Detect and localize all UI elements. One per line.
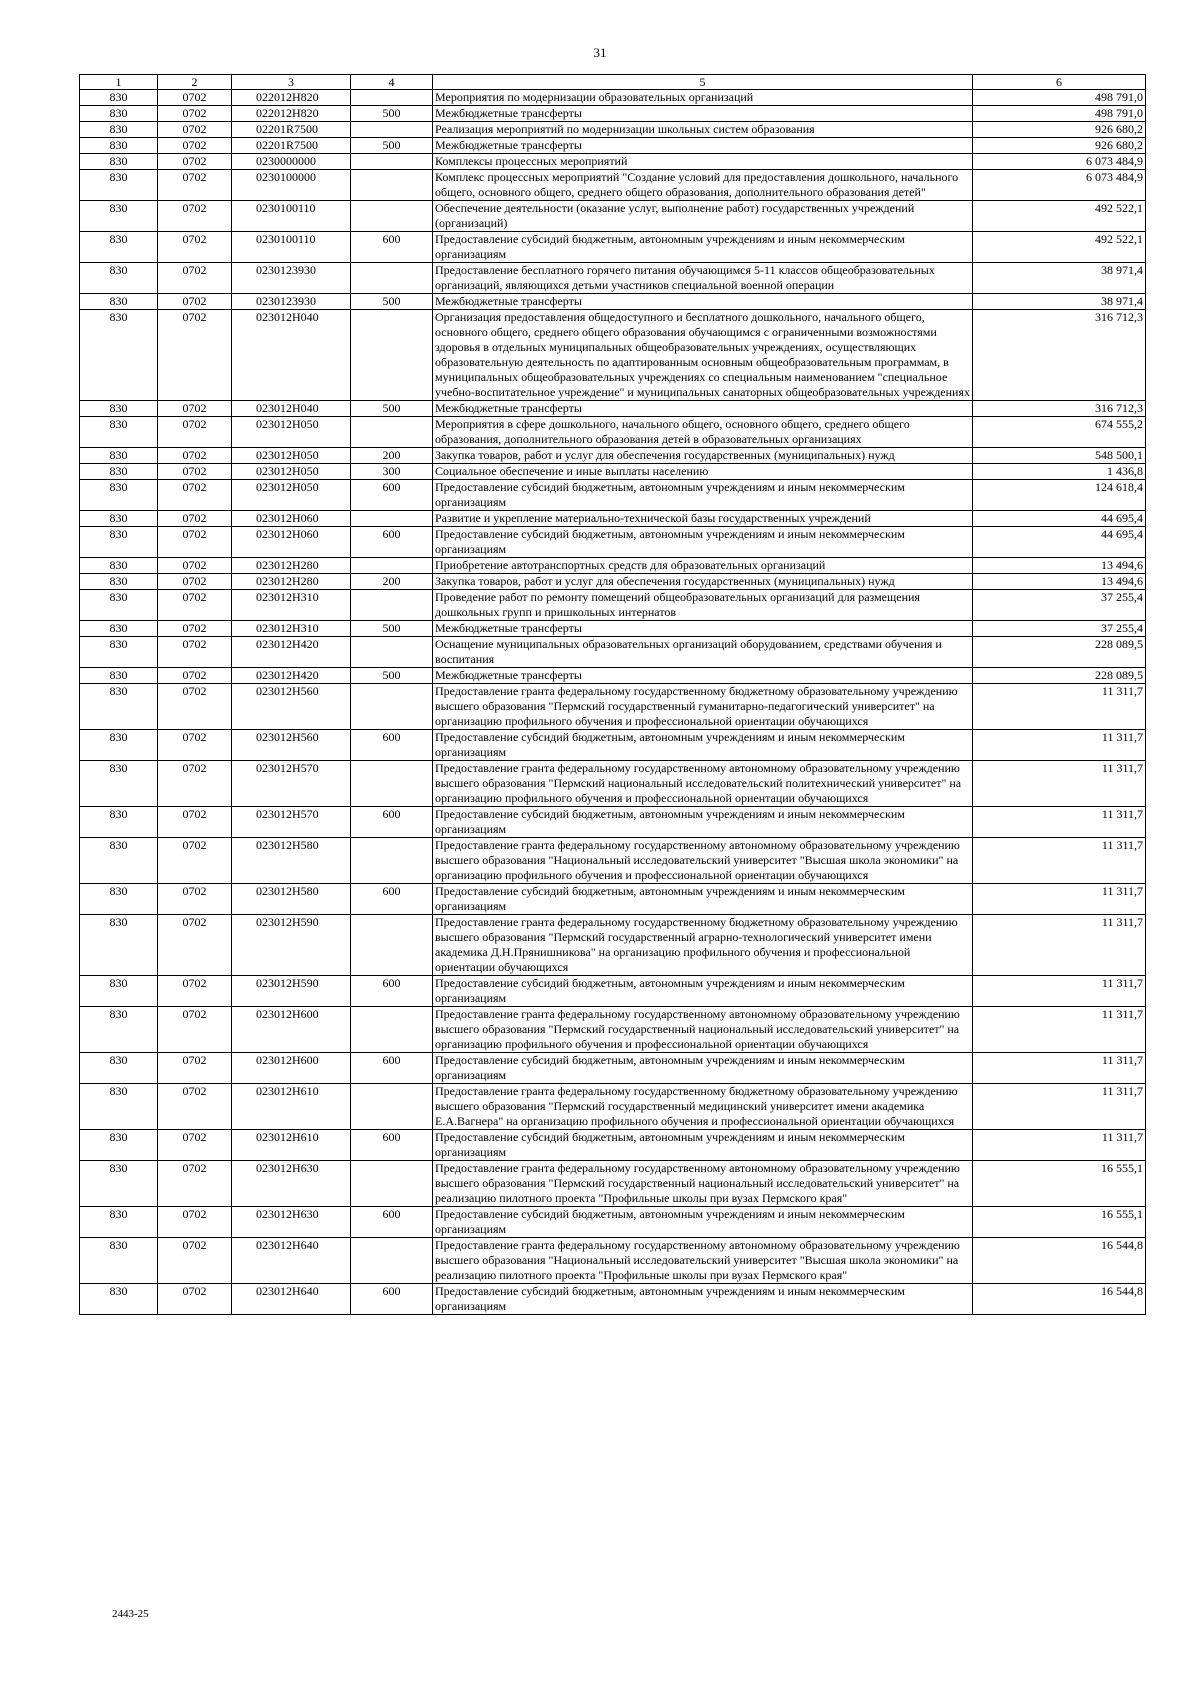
description-cell: Предоставление субсидий бюджетным, автономным учреждениям и иным некоммерческим организациям (433, 730, 973, 761)
section-code-cell: 0702 (158, 232, 232, 263)
amount-cell: 38 971,4 (973, 263, 1146, 294)
expense-type-cell: 600 (351, 1130, 433, 1161)
section-code-cell: 0702 (158, 621, 232, 637)
expense-type-cell (351, 637, 433, 668)
expense-type-cell: 200 (351, 448, 433, 464)
expense-type-cell (351, 90, 433, 106)
ministry-code-cell: 830 (80, 448, 158, 464)
ministry-code-cell: 830 (80, 590, 158, 621)
description-cell: Предоставление субсидий бюджетным, автономным учреждениям и иным некоммерческим организациям (433, 232, 973, 263)
section-code-cell: 0702 (158, 527, 232, 558)
target-article-cell: 023012Н580 (232, 838, 351, 884)
expense-type-cell (351, 170, 433, 201)
description-cell: Закупка товаров, работ и услуг для обеспечения государственных (муниципальных) нужд (433, 574, 973, 590)
section-code-cell: 0702 (158, 915, 232, 976)
section-code-cell: 0702 (158, 668, 232, 684)
table-row (80, 527, 1146, 558)
description-cell: Социальное обеспечение и иные выплаты населению (433, 464, 973, 480)
table-row (80, 1284, 1146, 1315)
ministry-code-cell: 830 (80, 417, 158, 448)
table-row (80, 621, 1146, 637)
ministry-code-cell: 830 (80, 310, 158, 401)
column-header-3: 3 (232, 75, 351, 90)
description-cell: Предоставление бесплатного горячего питания обучающимся 5-11 классов общеобразовательных организаций, являющихся детьми участников специальной военной операции (433, 263, 973, 294)
expense-type-cell: 500 (351, 668, 433, 684)
table-row (80, 90, 1146, 106)
target-article-cell: 0230100110 (232, 232, 351, 263)
target-article-cell: 023012Н050 (232, 480, 351, 511)
target-article-cell: 023012Н050 (232, 448, 351, 464)
description-cell: Приобретение автотранспортных средств для образовательных организаций (433, 558, 973, 574)
target-article-cell: 023012Н280 (232, 574, 351, 590)
expense-type-cell: 600 (351, 976, 433, 1007)
target-article-cell: 0230000000 (232, 154, 351, 170)
amount-cell: 11 311,7 (973, 884, 1146, 915)
ministry-code-cell: 830 (80, 884, 158, 915)
section-code-cell: 0702 (158, 263, 232, 294)
ministry-code-cell: 830 (80, 1007, 158, 1053)
amount-cell: 6 073 484,9 (973, 154, 1146, 170)
section-code-cell: 0702 (158, 1130, 232, 1161)
description-cell: Предоставление субсидий бюджетным, автономным учреждениям и иным некоммерческим организациям (433, 976, 973, 1007)
target-article-cell: 023012Н630 (232, 1207, 351, 1238)
expense-type-cell (351, 263, 433, 294)
table-row (80, 838, 1146, 884)
section-code-cell: 0702 (158, 154, 232, 170)
column-header-1: 1 (80, 75, 158, 90)
target-article-cell: 023012Н640 (232, 1238, 351, 1284)
expense-type-cell: 600 (351, 1207, 433, 1238)
expense-type-cell: 600 (351, 884, 433, 915)
amount-cell: 6 073 484,9 (973, 170, 1146, 201)
target-article-cell: 023012Н590 (232, 976, 351, 1007)
table-row (80, 106, 1146, 122)
ministry-code-cell: 830 (80, 668, 158, 684)
table-row (80, 574, 1146, 590)
target-article-cell: 0230123930 (232, 294, 351, 310)
target-article-cell: 023012Н040 (232, 401, 351, 417)
description-cell: Межбюджетные трансферты (433, 401, 973, 417)
section-code-cell: 0702 (158, 417, 232, 448)
table-row (80, 294, 1146, 310)
target-article-cell: 023012Н420 (232, 668, 351, 684)
target-article-cell: 0230100000 (232, 170, 351, 201)
expense-type-cell (351, 1007, 433, 1053)
description-cell: Комплексы процессных мероприятий (433, 154, 973, 170)
expense-type-cell: 600 (351, 480, 433, 511)
description-cell: Реализация мероприятий по модернизации школьных систем образования (433, 122, 973, 138)
description-cell: Обеспечение деятельности (оказание услуг, выполнение работ) государственных учреждений (организаций) (433, 201, 973, 232)
ministry-code-cell: 830 (80, 106, 158, 122)
target-article-cell: 023012Н640 (232, 1284, 351, 1315)
expense-type-cell (351, 511, 433, 527)
table-row (80, 1130, 1146, 1161)
ministry-code-cell: 830 (80, 480, 158, 511)
section-code-cell: 0702 (158, 1161, 232, 1207)
amount-cell: 13 494,6 (973, 558, 1146, 574)
table-row (80, 480, 1146, 511)
section-code-cell: 0702 (158, 976, 232, 1007)
description-cell: Развитие и укрепление материально-технической базы государственных учреждений (433, 511, 973, 527)
expense-type-cell: 600 (351, 527, 433, 558)
ministry-code-cell: 830 (80, 401, 158, 417)
table-row (80, 1007, 1146, 1053)
section-code-cell: 0702 (158, 90, 232, 106)
section-code-cell: 0702 (158, 464, 232, 480)
ministry-code-cell: 830 (80, 138, 158, 154)
ministry-code-cell: 830 (80, 1053, 158, 1084)
table-row (80, 170, 1146, 201)
description-cell: Предоставление субсидий бюджетным, автономным учреждениям и иным некоммерческим организациям (433, 1130, 973, 1161)
ministry-code-cell: 830 (80, 294, 158, 310)
section-code-cell: 0702 (158, 590, 232, 621)
amount-cell: 11 311,7 (973, 1007, 1146, 1053)
section-code-cell: 0702 (158, 807, 232, 838)
amount-cell: 492 522,1 (973, 201, 1146, 232)
table-row (80, 558, 1146, 574)
ministry-code-cell: 830 (80, 838, 158, 884)
section-code-cell: 0702 (158, 637, 232, 668)
section-code-cell: 0702 (158, 480, 232, 511)
table-row (80, 807, 1146, 838)
target-article-cell: 023012Н630 (232, 1161, 351, 1207)
expense-type-cell (351, 122, 433, 138)
target-article-cell: 023012Н050 (232, 417, 351, 448)
ministry-code-cell: 830 (80, 1084, 158, 1130)
amount-cell: 316 712,3 (973, 310, 1146, 401)
description-cell: Межбюджетные трансферты (433, 621, 973, 637)
amount-cell: 11 311,7 (973, 915, 1146, 976)
section-code-cell: 0702 (158, 684, 232, 730)
table-row (80, 417, 1146, 448)
description-cell: Предоставление гранта федеральному государственному бюджетному образовательному учреждению высшего образования "Пермский государственный аграрно-технологический университет имени академика Д.Н.Прянишникова" на организацию профильного обучения и профессиональной ориентации обучающихся (433, 915, 973, 976)
ministry-code-cell: 830 (80, 637, 158, 668)
amount-cell: 228 089,5 (973, 637, 1146, 668)
section-code-cell: 0702 (158, 1084, 232, 1130)
description-cell: Предоставление гранта федеральному государственному бюджетному образовательному учреждению высшего образования "Пермский государственный медицинский университет имени академика Е.А.Вагнера" на организацию профильного обучения и профессиональной ориентации обучающихся (433, 1084, 973, 1130)
expense-type-cell: 600 (351, 730, 433, 761)
amount-cell: 498 791,0 (973, 106, 1146, 122)
amount-cell: 16 555,1 (973, 1161, 1146, 1207)
target-article-cell: 023012Н570 (232, 807, 351, 838)
amount-cell: 11 311,7 (973, 807, 1146, 838)
table-row (80, 263, 1146, 294)
amount-cell: 44 695,4 (973, 527, 1146, 558)
amount-cell: 1 436,8 (973, 464, 1146, 480)
expense-type-cell: 600 (351, 232, 433, 263)
amount-cell: 498 791,0 (973, 90, 1146, 106)
amount-cell: 37 255,4 (973, 590, 1146, 621)
target-article-cell: 023012Н590 (232, 915, 351, 976)
ministry-code-cell: 830 (80, 761, 158, 807)
description-cell: Комплекс процессных мероприятий "Создание условий для предоставления дошкольного, начального общего, основного общего, среднего общего образования, дополнительного образования детей" (433, 170, 973, 201)
target-article-cell: 023012Н560 (232, 730, 351, 761)
target-article-cell: 023012Н280 (232, 558, 351, 574)
table-body (80, 90, 1146, 1315)
section-code-cell: 0702 (158, 1007, 232, 1053)
amount-cell: 37 255,4 (973, 621, 1146, 637)
expense-type-cell: 600 (351, 807, 433, 838)
description-cell: Организация предоставления общедоступного и бесплатного дошкольного, начального общего, основного общего, среднего общего образования обучающимся с ограниченными возможностями здоровья в отдельных муниципальных общеобразовательных учреждениях, осуществляющих образовательную деятельность по адаптированным основным общеобразовательным программам, в муниципальных общеобразовательных учреждениях со специальным наименованием "специальное учебно-воспитательное учреждение" и муниципальных санаторных общеобразовательных учреждениях (433, 310, 973, 401)
ministry-code-cell: 830 (80, 154, 158, 170)
section-code-cell: 0702 (158, 761, 232, 807)
budget-table (79, 74, 1146, 1315)
table-row (80, 310, 1146, 401)
target-article-cell: 022012Н820 (232, 106, 351, 122)
section-code-cell: 0702 (158, 310, 232, 401)
table-row (80, 1084, 1146, 1130)
table-row (80, 201, 1146, 232)
ministry-code-cell: 830 (80, 90, 158, 106)
section-code-cell: 0702 (158, 1284, 232, 1315)
ministry-code-cell: 830 (80, 976, 158, 1007)
column-header-2: 2 (158, 75, 232, 90)
target-article-cell: 023012Н580 (232, 884, 351, 915)
target-article-cell: 023012Н560 (232, 684, 351, 730)
ministry-code-cell: 830 (80, 170, 158, 201)
ministry-code-cell: 830 (80, 1207, 158, 1238)
description-cell: Предоставление субсидий бюджетным, автономным учреждениям и иным некоммерческим организациям (433, 1207, 973, 1238)
expense-type-cell (351, 590, 433, 621)
table-row (80, 1207, 1146, 1238)
amount-cell: 13 494,6 (973, 574, 1146, 590)
ministry-code-cell: 830 (80, 201, 158, 232)
target-article-cell: 023012Н600 (232, 1007, 351, 1053)
target-article-cell: 023012Н310 (232, 590, 351, 621)
target-article-cell: 023012Н040 (232, 310, 351, 401)
amount-cell: 16 544,8 (973, 1284, 1146, 1315)
section-code-cell: 0702 (158, 122, 232, 138)
description-cell: Предоставление субсидий бюджетным, автономным учреждениям и иным некоммерческим организациям (433, 807, 973, 838)
target-article-cell: 0230123930 (232, 263, 351, 294)
amount-cell: 926 680,2 (973, 138, 1146, 154)
section-code-cell: 0702 (158, 1238, 232, 1284)
target-article-cell: 023012Н610 (232, 1084, 351, 1130)
target-article-cell: 023012Н310 (232, 621, 351, 637)
table-row (80, 976, 1146, 1007)
table-row (80, 915, 1146, 976)
description-cell: Предоставление гранта федеральному государственному автономному образовательному учреждению высшего образования "Пермский национальный исследовательский политехнический университет" на организацию профильного обучения и профессиональной ориентации обучающихся (433, 761, 973, 807)
amount-cell: 38 971,4 (973, 294, 1146, 310)
ministry-code-cell: 830 (80, 263, 158, 294)
description-cell: Предоставление гранта федеральному государственному автономному образовательному учреждению высшего образования "Пермский государственный национальный исследовательский университет" на реализацию пилотного проекта "Профильные школы при вузах Пермского края" (433, 1161, 973, 1207)
expense-type-cell: 500 (351, 621, 433, 637)
target-article-cell: 023012Н060 (232, 527, 351, 558)
ministry-code-cell: 830 (80, 122, 158, 138)
column-header-5: 5 (433, 75, 973, 90)
section-code-cell: 0702 (158, 106, 232, 122)
description-cell: Предоставление субсидий бюджетным, автономным учреждениям и иным некоммерческим организациям (433, 527, 973, 558)
description-cell: Межбюджетные трансферты (433, 138, 973, 154)
amount-cell: 674 555,2 (973, 417, 1146, 448)
expense-type-cell (351, 1084, 433, 1130)
ministry-code-cell: 830 (80, 1161, 158, 1207)
table-row (80, 401, 1146, 417)
section-code-cell: 0702 (158, 511, 232, 527)
description-cell: Предоставление субсидий бюджетным, автономным учреждениям и иным некоммерческим организациям (433, 1284, 973, 1315)
amount-cell: 11 311,7 (973, 838, 1146, 884)
section-code-cell: 0702 (158, 1053, 232, 1084)
section-code-cell: 0702 (158, 170, 232, 201)
expense-type-cell (351, 684, 433, 730)
expense-type-cell: 500 (351, 294, 433, 310)
amount-cell: 548 500,1 (973, 448, 1146, 464)
section-code-cell: 0702 (158, 1207, 232, 1238)
target-article-cell: 023012Н570 (232, 761, 351, 807)
document-code: 2443-25 (112, 1608, 149, 1620)
expense-type-cell (351, 417, 433, 448)
description-cell: Оснащение муниципальных образовательных организаций оборудованием, средствами обучения и воспитания (433, 637, 973, 668)
amount-cell: 492 522,1 (973, 232, 1146, 263)
amount-cell: 11 311,7 (973, 1053, 1146, 1084)
target-article-cell: 0230100110 (232, 201, 351, 232)
expense-type-cell (351, 154, 433, 170)
target-article-cell: 023012Н420 (232, 637, 351, 668)
ministry-code-cell: 830 (80, 511, 158, 527)
section-code-cell: 0702 (158, 574, 232, 590)
description-cell: Предоставление гранта федеральному государственному бюджетному образовательному учреждению высшего образования "Пермский государственный гуманитарно-педагогический университет" на организацию профильного обучения и профессиональной ориентации обучающихся (433, 684, 973, 730)
target-article-cell: 023012Н060 (232, 511, 351, 527)
section-code-cell: 0702 (158, 730, 232, 761)
expense-type-cell (351, 1238, 433, 1284)
target-article-cell: 023012Н600 (232, 1053, 351, 1084)
description-cell: Предоставление гранта федеральному государственному автономному образовательному учреждению высшего образования "Пермский государственный национальный исследовательский университет" на организацию профильного обучения и профессиональной ориентации обучающихся (433, 1007, 973, 1053)
ministry-code-cell: 830 (80, 1284, 158, 1315)
expense-type-cell (351, 838, 433, 884)
table-row (80, 138, 1146, 154)
table-row (80, 637, 1146, 668)
expense-type-cell: 500 (351, 138, 433, 154)
amount-cell: 11 311,7 (973, 1084, 1146, 1130)
amount-cell: 16 544,8 (973, 1238, 1146, 1284)
description-cell: Предоставление гранта федеральному государственному автономному образовательному учреждению высшего образования "Национальный исследовательский университет "Высшая школа экономики" на реализацию пилотного проекта "Профильные школы при вузах Пермского края" (433, 1238, 973, 1284)
ministry-code-cell: 830 (80, 621, 158, 637)
section-code-cell: 0702 (158, 558, 232, 574)
description-cell: Предоставление субсидий бюджетным, автономным учреждениям и иным некоммерческим организациям (433, 884, 973, 915)
table-row (80, 122, 1146, 138)
ministry-code-cell: 830 (80, 558, 158, 574)
target-article-cell: 023012Н610 (232, 1130, 351, 1161)
amount-cell: 11 311,7 (973, 730, 1146, 761)
expense-type-cell: 500 (351, 106, 433, 122)
target-article-cell: 023012Н050 (232, 464, 351, 480)
expense-type-cell (351, 310, 433, 401)
target-article-cell: 022012Н820 (232, 90, 351, 106)
description-cell: Предоставление субсидий бюджетным, автономным учреждениям и иным некоммерческим организациям (433, 480, 973, 511)
table-row (80, 511, 1146, 527)
description-cell: Закупка товаров, работ и услуг для обеспечения государственных (муниципальных) нужд (433, 448, 973, 464)
table-row (80, 730, 1146, 761)
amount-cell: 316 712,3 (973, 401, 1146, 417)
section-code-cell: 0702 (158, 884, 232, 915)
table-row (80, 232, 1146, 263)
amount-cell: 11 311,7 (973, 684, 1146, 730)
amount-cell: 11 311,7 (973, 1130, 1146, 1161)
section-code-cell: 0702 (158, 448, 232, 464)
ministry-code-cell: 830 (80, 730, 158, 761)
table-row (80, 448, 1146, 464)
expense-type-cell: 600 (351, 1053, 433, 1084)
table-row (80, 668, 1146, 684)
amount-cell: 11 311,7 (973, 761, 1146, 807)
expense-type-cell: 500 (351, 401, 433, 417)
section-code-cell: 0702 (158, 201, 232, 232)
ministry-code-cell: 830 (80, 464, 158, 480)
table-row (80, 1161, 1146, 1207)
table-row (80, 1238, 1146, 1284)
expense-type-cell: 600 (351, 1284, 433, 1315)
expense-type-cell: 300 (351, 464, 433, 480)
target-article-cell: 02201R7500 (232, 122, 351, 138)
table-row (80, 154, 1146, 170)
amount-cell: 16 555,1 (973, 1207, 1146, 1238)
description-cell: Межбюджетные трансферты (433, 668, 973, 684)
table-header-row (80, 75, 1146, 90)
description-cell: Межбюджетные трансферты (433, 106, 973, 122)
ministry-code-cell: 830 (80, 807, 158, 838)
section-code-cell: 0702 (158, 138, 232, 154)
table-row (80, 464, 1146, 480)
expense-type-cell (351, 761, 433, 807)
page-number: 31 (593, 45, 607, 60)
ministry-code-cell: 830 (80, 527, 158, 558)
ministry-code-cell: 830 (80, 915, 158, 976)
amount-cell: 11 311,7 (973, 976, 1146, 1007)
amount-cell: 228 089,5 (973, 668, 1146, 684)
section-code-cell: 0702 (158, 294, 232, 310)
description-cell: Предоставление субсидий бюджетным, автономным учреждениям и иным некоммерческим организациям (433, 1053, 973, 1084)
expense-type-cell (351, 558, 433, 574)
description-cell: Мероприятия по модернизации образовательных организаций (433, 90, 973, 106)
section-code-cell: 0702 (158, 401, 232, 417)
column-header-4: 4 (351, 75, 433, 90)
expense-type-cell (351, 915, 433, 976)
table-row (80, 590, 1146, 621)
ministry-code-cell: 830 (80, 684, 158, 730)
ministry-code-cell: 830 (80, 1238, 158, 1284)
amount-cell: 44 695,4 (973, 511, 1146, 527)
amount-cell: 926 680,2 (973, 122, 1146, 138)
description-cell: Предоставление гранта федеральному государственному автономному образовательному учреждению высшего образования "Национальный исследовательский университет "Высшая школа экономики" на организацию профильного обучения и профессиональной ориентации обучающихся (433, 838, 973, 884)
description-cell: Межбюджетные трансферты (433, 294, 973, 310)
table-row (80, 761, 1146, 807)
target-article-cell: 02201R7500 (232, 138, 351, 154)
expense-type-cell: 200 (351, 574, 433, 590)
ministry-code-cell: 830 (80, 574, 158, 590)
table-row (80, 1053, 1146, 1084)
description-cell: Мероприятия в сфере дошкольного, начального общего, основного общего, среднего общего образования, дополнительного образования детей в образовательных организациях (433, 417, 973, 448)
column-header-6: 6 (973, 75, 1146, 90)
ministry-code-cell: 830 (80, 1130, 158, 1161)
ministry-code-cell: 830 (80, 232, 158, 263)
table-row (80, 684, 1146, 730)
table-row (80, 884, 1146, 915)
section-code-cell: 0702 (158, 838, 232, 884)
description-cell: Проведение работ по ремонту помещений общеобразовательных организаций для размещения дошкольных групп и пришкольных интернатов (433, 590, 973, 621)
expense-type-cell (351, 201, 433, 232)
amount-cell: 124 618,4 (973, 480, 1146, 511)
expense-type-cell (351, 1161, 433, 1207)
